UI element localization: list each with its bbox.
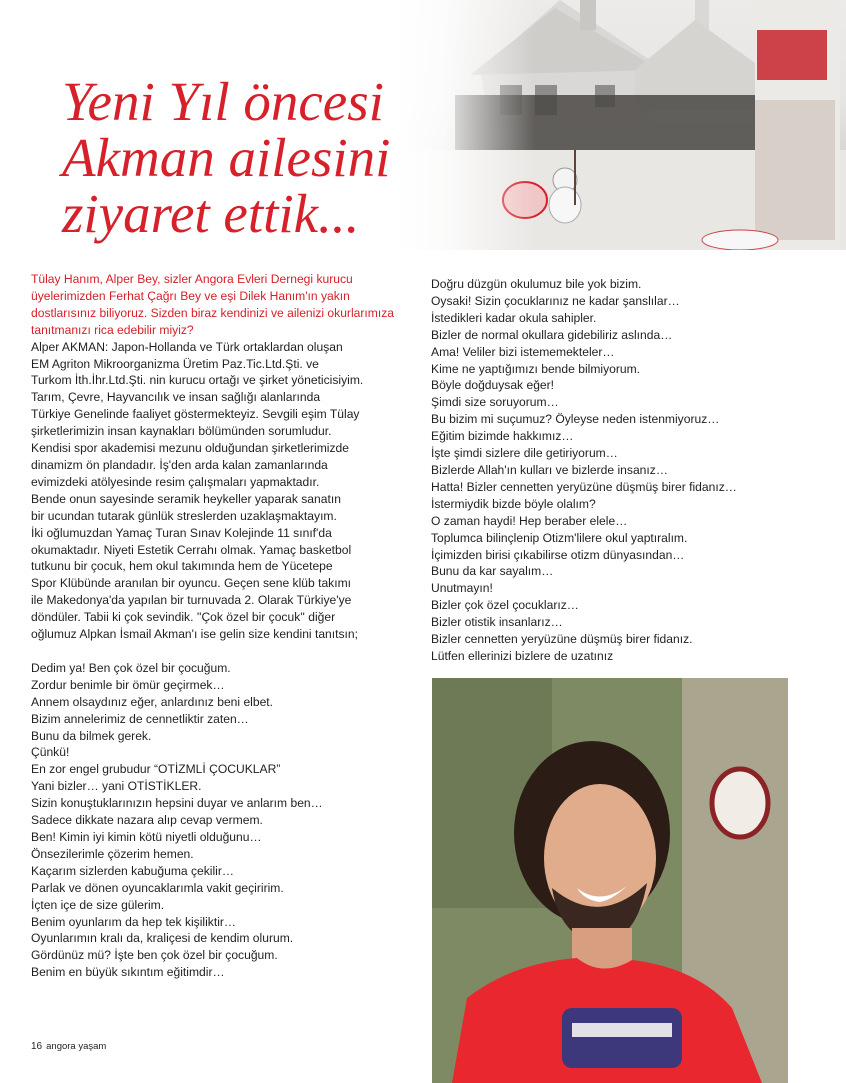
poem-line: Yani bizler… yani OTİSTİKLER. — [31, 779, 202, 794]
poem-line: Bizler de normal okullara gidebiliriz aslında… — [431, 327, 673, 342]
poem-line: Parlak ve dönen oyuncaklarımla vakit geçiririm. — [31, 880, 284, 895]
poem-line: Önsezilerimle çözerim hemen. — [31, 846, 194, 861]
title-line-3: ziyaret ettik... — [62, 183, 360, 244]
answer-line: bir ucundan tutarak günlük streslerden uzaklaşmaktayım. — [31, 508, 337, 523]
poem-line: Çünkü! — [31, 745, 70, 760]
answer-line: evimizdeki atölyesinde resim çalışmaları yapmaktadır. — [31, 474, 320, 489]
poem-line: Benim oyunlarım da hep tek kişiliktir… — [31, 914, 236, 929]
poem-line: Bizim annelerimiz de cennetliktir zaten… — [31, 711, 249, 726]
poem-line: Oyunlarımın kralı da, kraliçesi de kendim olurum. — [31, 931, 294, 946]
poem-line: Bizler çok özel çocuklarız… — [431, 598, 579, 613]
poem-line: Unutmayın! — [431, 581, 493, 596]
answer-line: EM Agriton Mikroorganizma Üretim Paz.Tic.Ltd.Şti. ve — [31, 356, 319, 371]
title-line-2: Akman ailesini — [62, 127, 391, 188]
answer-line: Bende onun sayesinde seramik heykeller yaparak sanatın — [31, 491, 341, 506]
answer-line: Alper AKMAN: Japon-Hollanda ve Türk ortaklardan oluşan — [31, 339, 343, 354]
poem-line: Benim en büyük sıkıntım eğitimdir… — [31, 965, 225, 980]
poem-line: İçimizden birisi çıkabilirse otizm dünyasından… — [431, 547, 685, 562]
poem-line: İstermiydik bizde böyle olalım? — [431, 496, 596, 511]
answer-line: oğlumuz Alpkan İsmail Akman'ı ise gelin size kendini tanıtsın; — [31, 627, 358, 642]
page-number: 16 — [31, 1041, 43, 1052]
smiling-boy-illustration — [432, 678, 788, 1083]
poem-line: Böyle doğduysak eğer! — [431, 378, 555, 393]
poem-line: Doğru düzgün okulumuz bile yok bizim. — [431, 277, 642, 291]
poem-left — [31, 660, 416, 981]
poem-line: Bizler otistik insanlarız… — [431, 615, 563, 630]
poem-line: Şimdi size soruyorum… — [431, 395, 559, 410]
poem-line: Sizin konuştuklarınızın hepsini duyar ve anlarım ben… — [31, 796, 323, 811]
poem-line: Bunu da kar sayalım… — [431, 564, 554, 579]
poem-line: Eğitim bizimde hakkımız… — [431, 429, 574, 444]
answer-line: ile Makedonya'da yapılan bir turnuvada 2. Olarak Türkiye'ye — [31, 593, 352, 608]
left-column — [31, 271, 416, 981]
answer-line: İki oğlumuzdan Yamaç Turan Sınav Kolejinde 11 sınıf'da — [31, 525, 332, 540]
poem-line: O zaman haydi! Hep beraber elele… — [431, 513, 628, 528]
poem-line: En zor engel grubudur “OTİZMLİ ÇOCUKLAR” — [31, 762, 281, 777]
poem-line: Bizlerde Allah'ın kulları ve bizlerde insanız… — [431, 462, 668, 477]
intro-question: Tülay Hanım, Alper Bey, sizler Angora Evleri Dernegi kurucu üyelerimizden Ferhat Çağrı Bey ve eşi Dilek Hanım'ın yakın dostlarısınız biliyoruz. Sizden biraz kendinizi ve ailenizi okurlarımıza tanıtmanızı rica edebilir miyiz? — [31, 272, 394, 337]
page-footer — [31, 1041, 106, 1052]
answer-line: Turkom İth.İhr.Ltd.Şti. nin kurucu ortağı ve şirket yöneticisiyim. — [31, 373, 364, 388]
poem-line: İşte şimdi sizlere dile getiriyorum… — [431, 446, 618, 461]
answer-line: Türkiye Genelinde faaliyet göstermekteyiz. Sevgili eşim Tülay — [31, 407, 360, 422]
poem-line: Bunu da bilmek gerek. — [31, 728, 152, 743]
poem-line: Hatta! Bizler cennetten yeryüzüne düşmüş birer fidanız… — [431, 479, 737, 494]
answer-line: dinamizm ön plandadır. İş'den arda kalan zamanlarında — [31, 457, 328, 472]
poem-line: Lütfen ellerinizi bizlere de uzatınız — [431, 648, 614, 663]
answer-line: tutkunu bir çocuk, hem okul takımında hem de Yücetepe — [31, 559, 333, 574]
portrait-photo — [432, 678, 788, 1083]
page-title — [62, 71, 502, 244]
poem-line: Kaçarım sizlerden kabuğuma çekilir… — [31, 863, 234, 878]
poem-line: Sadece dikkate nazara alıp cevap vermem. — [31, 813, 263, 828]
poem-line: Ben! Kimin iyi kimin kötü niyetli olduğunu… — [31, 830, 262, 844]
poem-line: Dedim ya! Ben çok özel bir çocuğum. — [31, 660, 231, 675]
poem-line: Oysaki! Sizin çocuklarınız ne kadar şanslılar… — [431, 293, 680, 308]
answer-text — [31, 339, 416, 643]
magazine-name: angora yaşam — [46, 1041, 107, 1052]
poem-line: Ama! Veliler bizi istememekteler… — [431, 344, 615, 359]
answer-line: Spor Klübünde aranılan bir oyuncu. Geçen sene klüb takımı — [31, 576, 352, 591]
answer-line: Tarım, Çevre, Hayvancılık ve insan sağlığı alanlarında — [31, 390, 321, 405]
poem-line: İçten içe de size gülerim. — [31, 897, 165, 912]
poem-line: Annem olsaydınız eğer, anlardınız beni elbet. — [31, 694, 274, 709]
poem-line: İstedikleri kadar okula sahipler. — [431, 310, 597, 325]
answer-line: okumaktadır. Niyeti Estetik Cerrahı olmak. Yamaç basketbol — [31, 542, 352, 557]
poem-line: Zordur benimle bir ömür geçirmek… — [31, 677, 225, 692]
answer-line: Kendisi spor akademisi mezunu olduğundan şirketlerimizde — [31, 441, 349, 456]
right-column — [431, 276, 786, 665]
poem-line: Bu bizim mi suçumuz? Öyleyse neden istenmiyoruz… — [431, 412, 720, 427]
answer-line: şirketlerimizin insan kaynakları bölümünden sorumludur. — [31, 424, 332, 439]
poem-line: Gördünüz mü? İşte ben çok özel bir çocuğum. — [31, 948, 278, 963]
poem-line: Bizler cennetten yeryüzüne düşmüş birer fidanız. — [431, 632, 693, 647]
poem-line: Kime ne yaptığımızı bende bilmiyorum. — [431, 361, 641, 376]
answer-line: döndüler. Tabii ki çok sevindik. ''Çok özel bir çocuk'' diğer — [31, 610, 336, 625]
title-line-1: Yeni Yıl öncesi — [62, 71, 384, 132]
poem-line: Toplumca bilinçlenip Otizm'lilere okul yaptıralım. — [431, 530, 688, 545]
